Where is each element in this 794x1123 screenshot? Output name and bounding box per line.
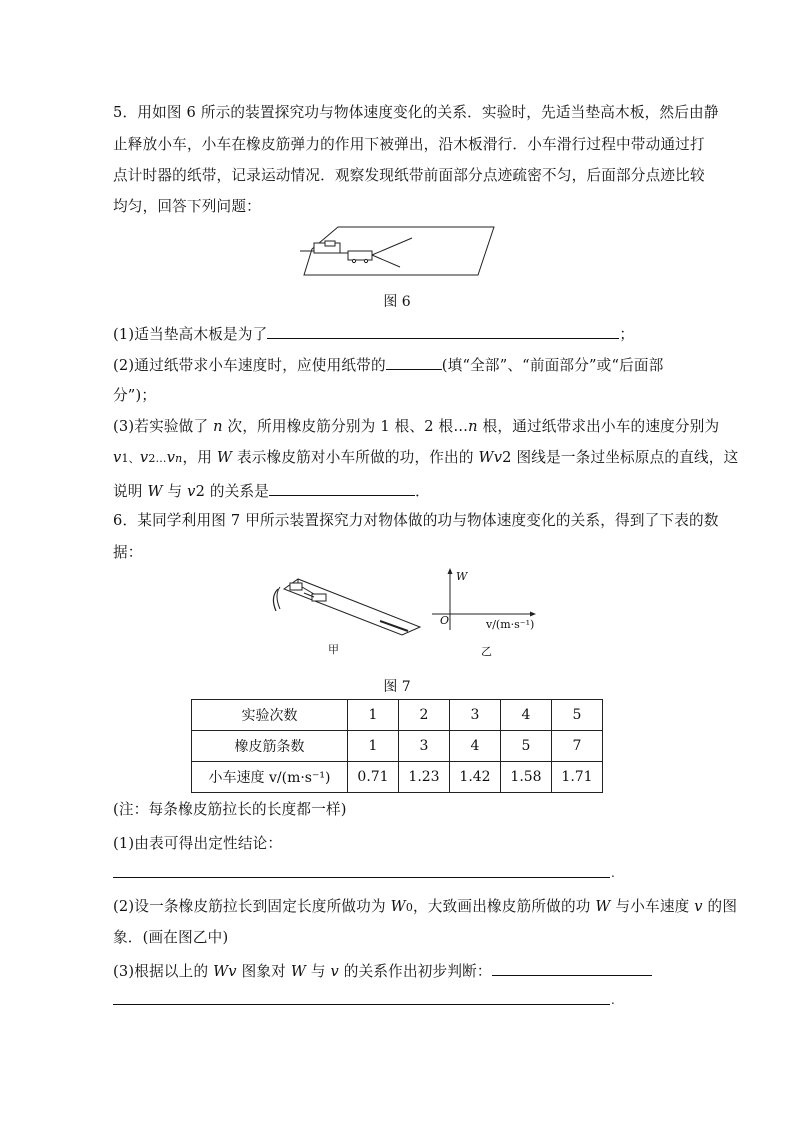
q5-W-symbol: W	[216, 449, 233, 466]
table-cell: 2	[399, 700, 450, 731]
table-cell: 4	[450, 731, 501, 762]
table-cell: 3	[450, 700, 501, 731]
q5-sub3-t3: 根，通过纸带求出小车的速度分别为	[477, 418, 720, 435]
x-axis-arrow-icon	[530, 612, 536, 617]
q6-sub3-period: .	[611, 993, 615, 1007]
q5-sub3-line2	[113, 448, 738, 469]
q6-sub2-line1	[113, 897, 737, 918]
q6-sub3-answer-line[interactable]	[113, 1004, 610, 1005]
q6-v-symbol: v	[694, 898, 703, 915]
data-table	[191, 699, 603, 793]
q5-sub3-t8: 与	[162, 483, 188, 500]
q5-line-4: 均匀，回答下列问题：	[113, 198, 261, 215]
figure-6-apparatus	[300, 224, 496, 280]
figure-7-label-yi: 乙	[481, 645, 492, 658]
table-cell: 7	[552, 731, 603, 762]
q5-sub3-t9: 2 的关系是	[195, 483, 270, 500]
table-row	[192, 762, 603, 793]
q5-W-symbol-2: W	[147, 483, 163, 500]
figure-7-jia-apparatus	[268, 575, 422, 637]
q5-line-1: 5．用如图 6 所示的装置探究功与物体速度变化的关系．实验时，先适当垫高木板，然后由静	[113, 104, 719, 121]
q5-sub2-line2: 分”)；	[113, 387, 157, 404]
q5-sub1	[113, 323, 634, 345]
q5-sub3-t6: 2 图线是一条过坐标原点的直线，这	[502, 449, 739, 466]
axis-label-W: W	[456, 570, 468, 583]
q5-line-3: 点计时器的纸带，记录运动情况．观察发现纸带前面部分点迹疏密不匀，后面部分点迹比较	[113, 167, 705, 184]
figure-7-caption: 图 7	[383, 679, 411, 695]
q5-sub3-t5: 表示橡皮筋对小车所做的功，作出的	[232, 449, 479, 466]
q6-sub2-t2: ，大致画出橡皮筋所做的功	[413, 898, 596, 915]
q6-v-symbol-2: v	[330, 963, 339, 980]
table-cell: 0.71	[348, 762, 399, 793]
q5-sub1-answer-blank[interactable]	[267, 323, 619, 339]
q5-line-2: 止释放小车，小车在橡皮筋弹力的作用下被弹出，沿木板滑行．小车滑行过程中带动通过打	[113, 136, 705, 153]
q6-sub3-t4: 的关系作出初步判断：	[338, 963, 492, 980]
q6-sub3-answer-blank[interactable]	[492, 960, 652, 976]
q6-sub2-line2: 象．(画在图乙中)	[113, 929, 229, 946]
q5-v-symbol: v	[187, 483, 196, 500]
q6-sub2-t4: 的图	[702, 898, 738, 915]
q5-sub3-n: n	[213, 418, 223, 435]
y-axis-arrow-icon	[448, 568, 453, 574]
q5-sub3-line1	[113, 417, 719, 437]
q5-sub3-n2: n	[468, 418, 478, 435]
q6-note: (注：每条橡皮筋拉长的长度都一样)	[113, 801, 347, 818]
q6-W-symbol: W	[595, 898, 611, 915]
q6-sub1-answer-line[interactable]	[113, 877, 610, 878]
q5-sub3-answer-blank[interactable]	[269, 480, 415, 496]
q5-sub3-line3	[113, 480, 430, 502]
q6-sub1: (1)由表可得出定性结论：	[113, 835, 283, 852]
q6-sub2-t3: 与小车速度	[610, 898, 695, 915]
table-cell: 3	[399, 731, 450, 762]
q6-sub2-t1: (2)设一条橡皮筋拉长到固定长度所做功为	[113, 898, 391, 915]
q5-v1-sub: 1、	[121, 452, 140, 465]
figure-6-caption: 图 6	[383, 294, 411, 310]
q6-W-symbol-2: W	[290, 963, 307, 980]
table-cell: 1.23	[399, 762, 450, 793]
q6-W0-symbol: W	[390, 898, 406, 915]
table-cell: 1.58	[501, 762, 552, 793]
q6-sub3-t1: (3)根据以上的	[113, 963, 214, 980]
q5-sub1-suffix: ；	[619, 326, 635, 343]
table-row	[192, 731, 603, 762]
q5-sub2	[113, 354, 664, 376]
axis-label-v: v/(m·s⁻¹)	[486, 618, 535, 631]
q5-v2-sub: 2…	[148, 452, 167, 465]
axis-label-origin: O	[440, 614, 450, 627]
q5-vn-sub: n	[175, 452, 183, 465]
q5-Wv-symbol: Wv	[478, 449, 503, 466]
q5-v1-symbol: v	[113, 449, 122, 466]
q5-sub3-t4: ，用	[182, 449, 217, 466]
q6-line-2: 据：	[113, 544, 143, 561]
table-cell: 1.71	[552, 762, 603, 793]
q5-sub3-t7: 说明	[113, 483, 148, 500]
table-header-cell: 小车速度 v/(m·s⁻¹)	[192, 762, 348, 793]
table-cell: 5	[552, 700, 603, 731]
table-row	[192, 700, 603, 731]
q5-vn-symbol: v	[166, 449, 176, 466]
table-header-cell: 实验次数	[192, 700, 348, 731]
q6-Wv-symbol: Wv	[213, 963, 237, 980]
q6-sub3-t3: 与	[306, 963, 331, 980]
q5-sub3-t2: 次，所用橡皮筋分别为 1 根、2 根…	[222, 418, 469, 435]
q5-sub3-t1: (3)若实验做了	[113, 418, 214, 435]
q6-W0-sub: 0	[405, 901, 414, 914]
table-cell: 5	[501, 731, 552, 762]
table-header-cell: 橡皮筋条数	[192, 731, 348, 762]
q5-sub2-text: (2)通过纸带求小车速度时，应使用纸带的	[113, 357, 386, 374]
table-cell: 4	[501, 700, 552, 731]
table-cell: 1	[348, 731, 399, 762]
q6-line-1: 6．某同学利用图 7 甲所示装置探究力对物体做的功与物体速度变化的关系，得到了下表的数	[113, 512, 719, 529]
q5-sub2-options: (填“全部”、“前面部分”或“后面部	[441, 357, 664, 374]
q5-sub3-end: ．	[415, 483, 430, 500]
q5-sub2-answer-blank[interactable]	[386, 354, 442, 370]
figure-7-label-jia: 甲	[328, 643, 339, 656]
table-cell: 1.42	[450, 762, 501, 793]
q6-sub1-period: .	[611, 866, 615, 880]
q5-sub1-text: (1)适当垫高木板是为了	[113, 326, 268, 343]
q5-v2-symbol: v	[139, 449, 149, 466]
table-cell: 1	[348, 700, 399, 731]
q6-sub3-t2: 图象对	[236, 963, 291, 980]
q6-sub3	[113, 960, 652, 982]
